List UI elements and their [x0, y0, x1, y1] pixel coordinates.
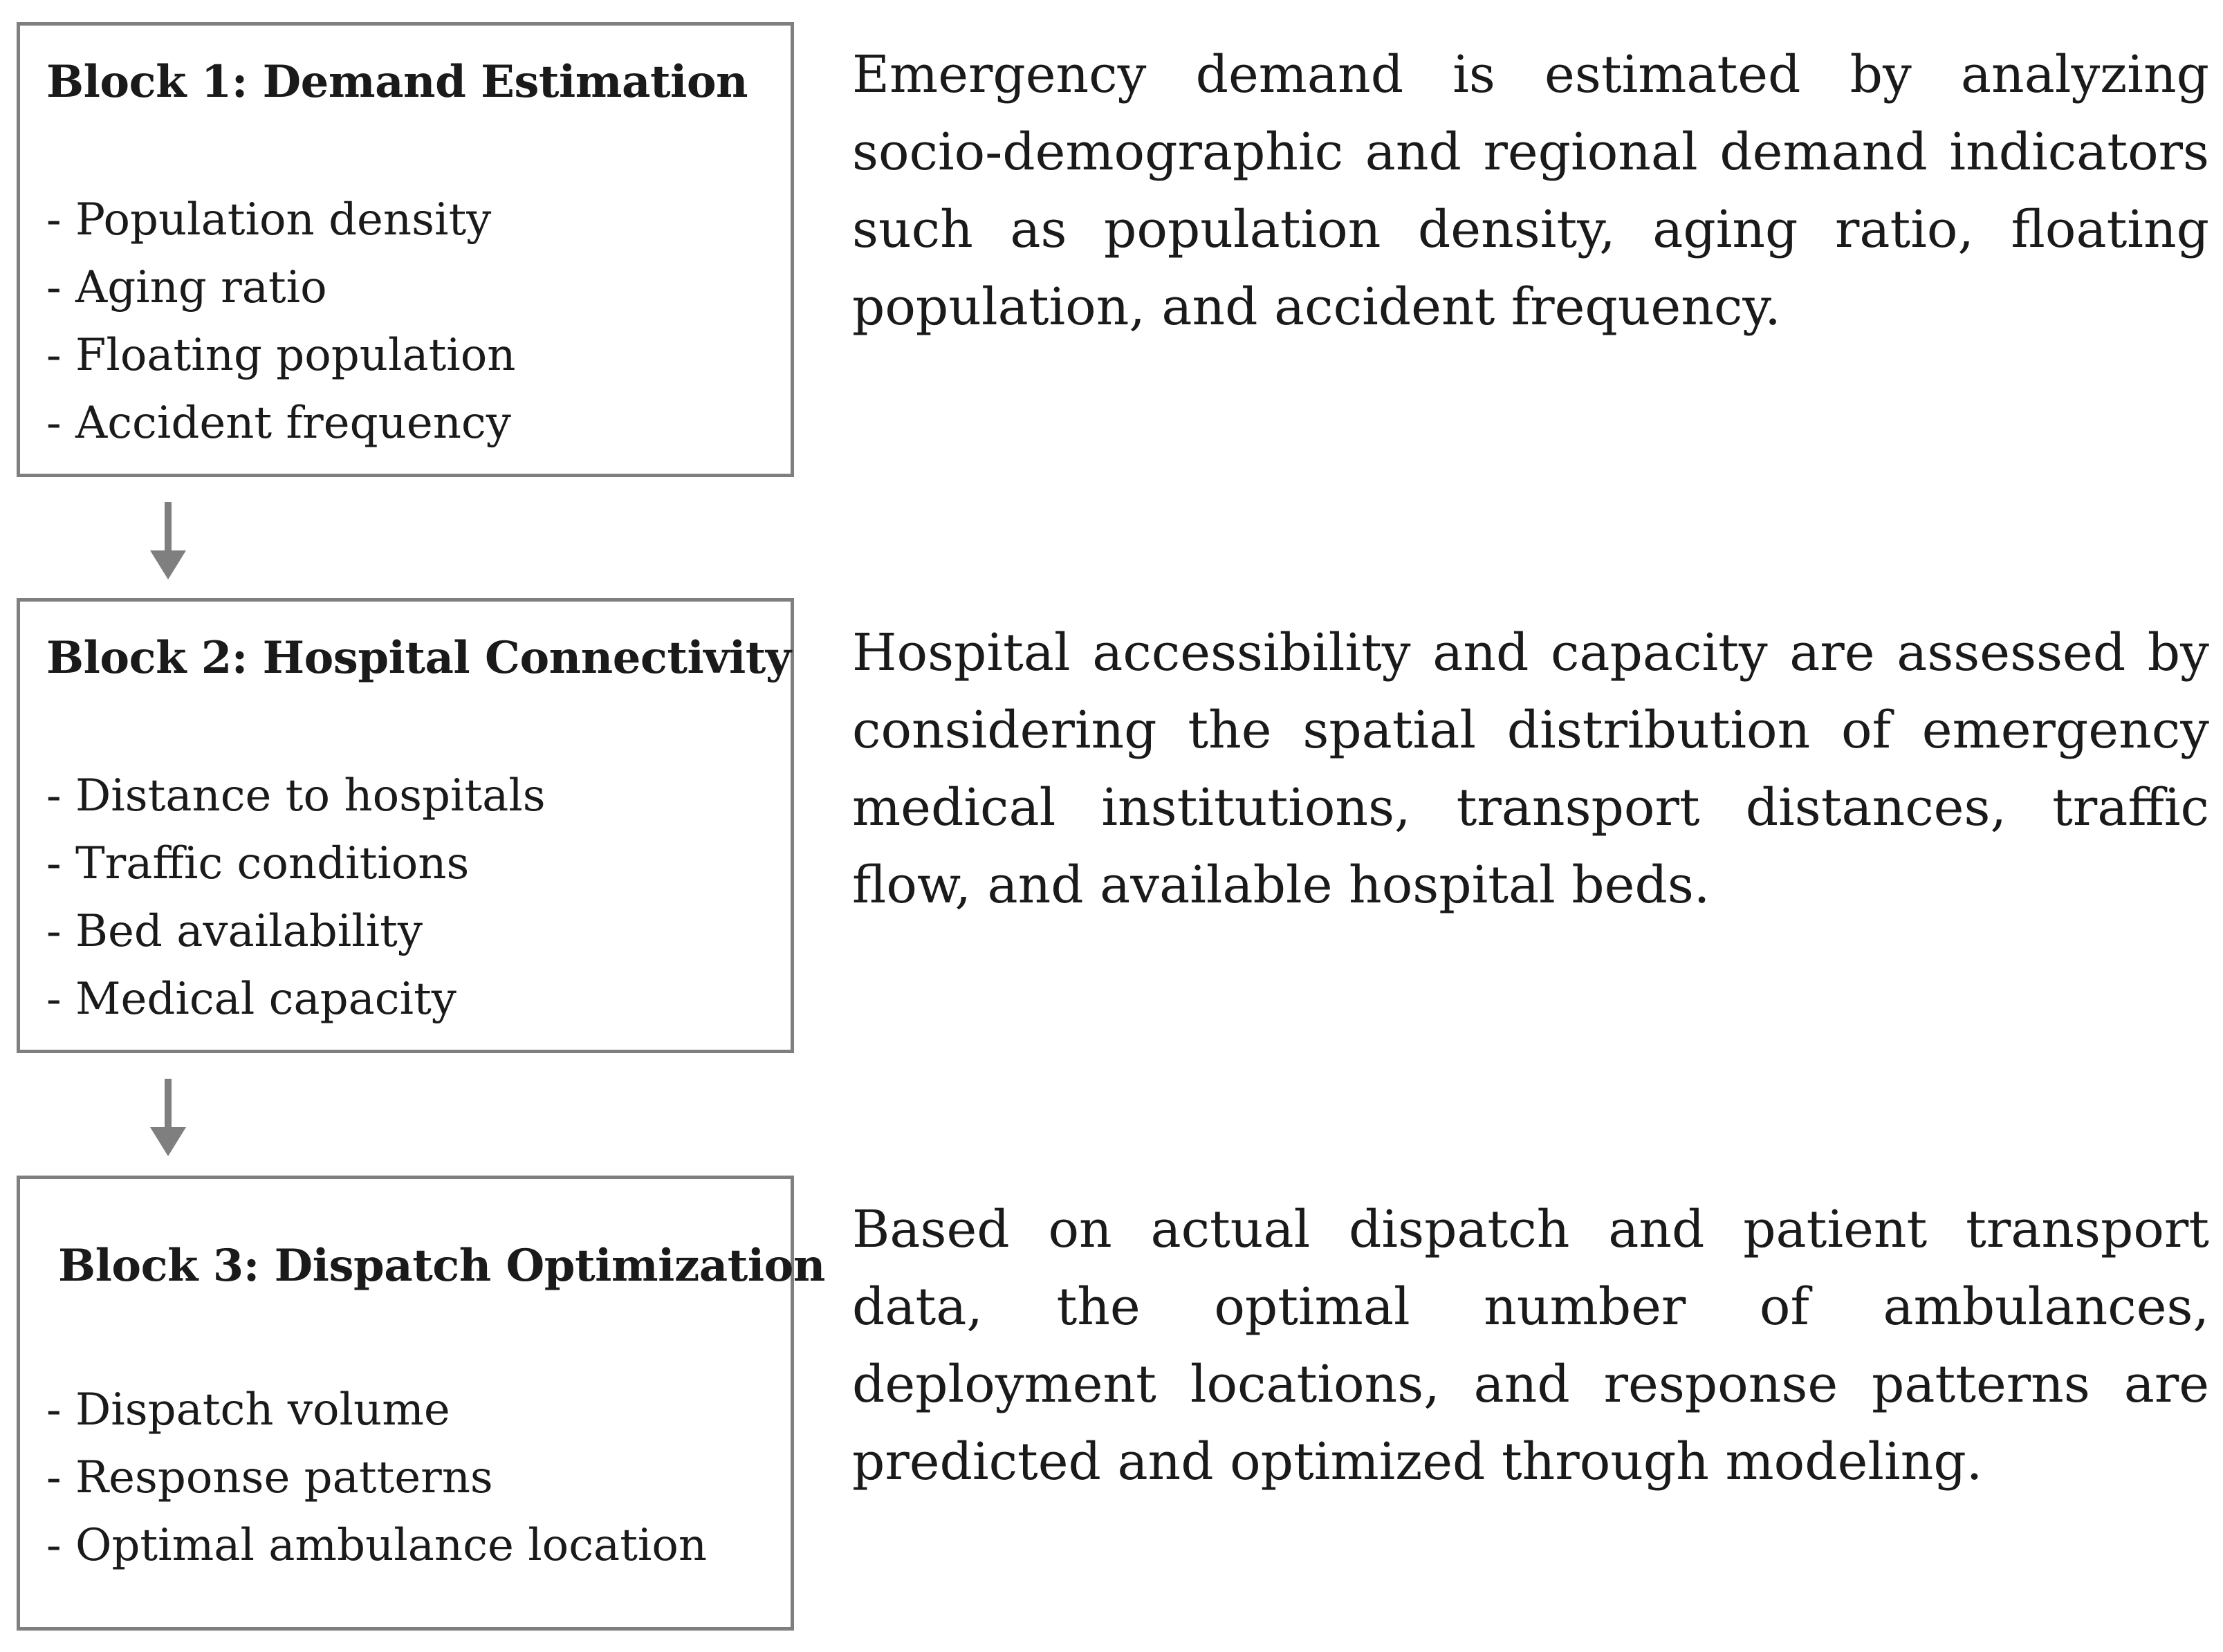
- list-item: - Bed availability: [46, 906, 423, 957]
- list-item: - Optimal ambulance location: [46, 1520, 708, 1571]
- block-3-box: [17, 1176, 825, 1631]
- list-item: - Traffic conditions: [46, 838, 470, 889]
- block-2-title: Block 2: Hospital Connectivity: [46, 632, 791, 684]
- list-item: - Floating population: [46, 330, 516, 381]
- arrow-down-icon: [150, 1079, 186, 1156]
- block-2-box: [17, 598, 794, 1053]
- list-item: - Medical capacity: [46, 974, 456, 1025]
- list-item: - Accident frequency: [46, 398, 511, 449]
- block-2-item-list: [46, 762, 546, 1033]
- list-item: - Aging ratio: [46, 262, 327, 313]
- block-1-title: Block 1: Demand Estimation: [46, 56, 748, 108]
- block-2-description: Hospital accessibility and capacity are assessed by considering the spatial distribution of emergency medical institutions, transport distances, traffic flow, and available hospital beds.: [852, 623, 2209, 915]
- list-item: - Distance to hospitals: [46, 770, 546, 822]
- block-3-item-list: [46, 1376, 707, 1579]
- list-item: - Response patterns: [46, 1452, 493, 1503]
- block-3-title: Block 3: Dispatch Optimization: [58, 1240, 825, 1292]
- block-1-box: [17, 22, 794, 477]
- block-1-description: Emergency demand is estimated by analyzing socio-demographic and regional demand indicators such as population density, aging ratio, floating population, and accident frequency.: [852, 45, 2209, 337]
- arrow-down-icon: [150, 502, 186, 579]
- list-item: - Dispatch volume: [46, 1384, 450, 1436]
- block-3-description: Based on actual dispatch and patient transport data, the optimal number of ambulances, deployment locations, and response patterns are predicted and optimized through modeling.: [852, 1200, 2209, 1492]
- block-1-item-list: [46, 186, 516, 457]
- list-item: - Population density: [46, 194, 492, 245]
